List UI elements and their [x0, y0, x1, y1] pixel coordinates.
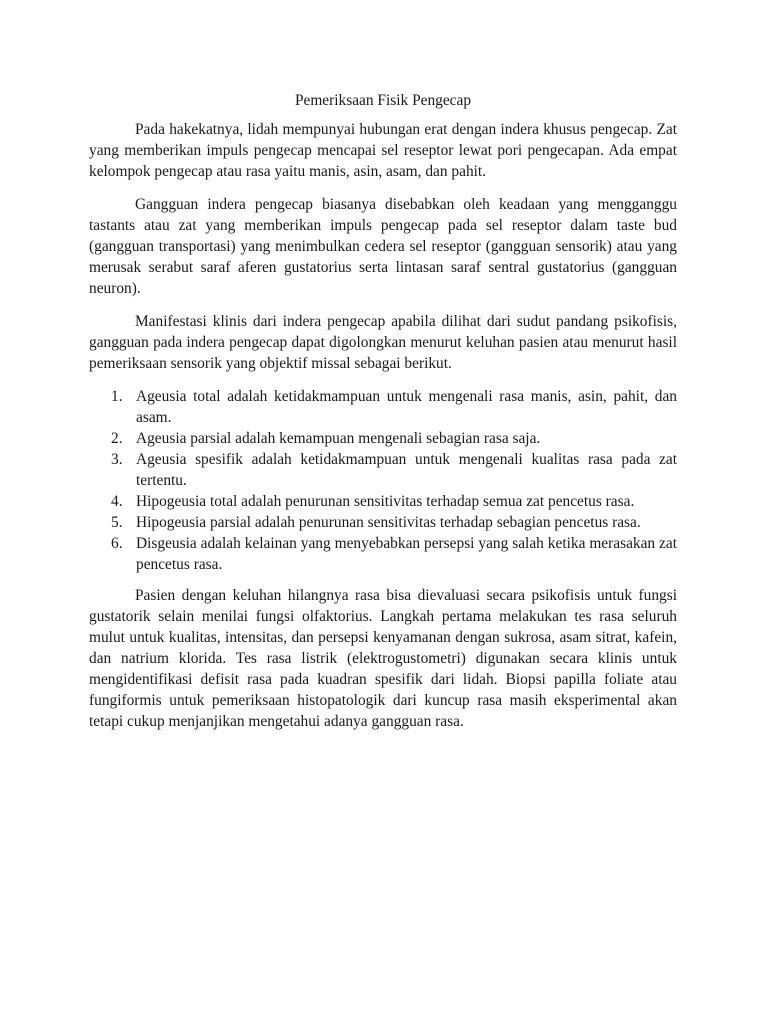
list-item [89, 449, 677, 491]
list-item-number: 4. [111, 493, 123, 510]
taste-disorder-list [89, 386, 677, 575]
paragraph-intro: Pada hakekatnya, lidah mempunyai hubungan erat dengan indera khusus pengecap. Zat yang memberikan impuls pengecap mencapai sel reseptor lewat pori pengecapan. Ada empat kelompok pengecap atau rasa yaitu manis, asin, asam, dan pahit. [89, 121, 677, 180]
list-item-text: Hipogeusia parsial adalah penurunan sensitivitas terhadap sebagian pencetus rasa. [136, 514, 641, 531]
list-item-number: 5. [111, 514, 123, 531]
document-page [89, 90, 677, 744]
list-item [89, 386, 677, 428]
list-item [89, 491, 677, 512]
list-item-text: Ageusia spesifik adalah ketidakmampuan untuk mengenali kualitas rasa pada zat tertentu. [136, 451, 677, 489]
document-title: Pemeriksaan Fisik Pengecap [294, 92, 472, 109]
paragraph-causes: Gangguan indera pengecap biasanya disebabkan oleh keadaan yang mengganggu tastants atau zat yang memberikan impuls pengecap pada sel reseptor dalam taste bud (gangguan transportasi) yang menimbulkan cedera sel reseptor (gangguan sensorik) atau yang merusak serabut saraf aferen gustatorius serta lintasan saraf sentral gustatorius (gangguan neuron). [89, 196, 677, 297]
list-item-number: 2. [111, 430, 123, 447]
list-item-text: Hipogeusia total adalah penurunan sensitivitas terhadap semua zat pencetus rasa. [136, 493, 635, 510]
list-item-number: 6. [111, 535, 123, 552]
list-item-number: 1. [111, 388, 123, 405]
list-item [89, 428, 677, 449]
list-item [89, 512, 677, 533]
list-item-number: 3. [111, 451, 123, 468]
paragraph-evaluation: Pasien dengan keluhan hilangnya rasa bisa dievaluasi secara psikofisis untuk fungsi gustatorik selain menilai fungsi olfaktorius. Langkah pertama melakukan tes rasa seluruh mulut untuk kualitas, intensitas, dan persepsi kenyamanan dengan sukrosa, asam sitrat, kafein, dan natrium klorida. Tes rasa listrik (elektrogustometri) digunakan secara klinis untuk mengidentifikasi defisit rasa pada kuadran spesifik dari lidah. Biopsi papilla foliate atau fungiformis untuk pemeriksaan histopatologik dari kuncup rasa masih eksperimental akan tetapi cukup menjanjikan mengetahui adanya gangguan rasa. [89, 587, 677, 730]
paragraph-manifestations: Manifestasi klinis dari indera pengecap apabila dilihat dari sudut pandang psikofisis, gangguan pada indera pengecap dapat digolongkan menurut keluhan pasien atau menurut hasil pemeriksaan sensorik yang objektif missal sebagai berikut. [89, 313, 677, 372]
list-item-text: Disgeusia adalah kelainan yang menyebabkan persepsi yang salah ketika merasakan zat pencetus rasa. [136, 535, 677, 573]
list-item-text: Ageusia total adalah ketidakmampuan untuk mengenali rasa manis, asin, pahit, dan asam. [136, 388, 677, 426]
list-item [89, 533, 677, 575]
list-item-text: Ageusia parsial adalah kemampuan mengenali sebagian rasa saja. [136, 430, 541, 447]
